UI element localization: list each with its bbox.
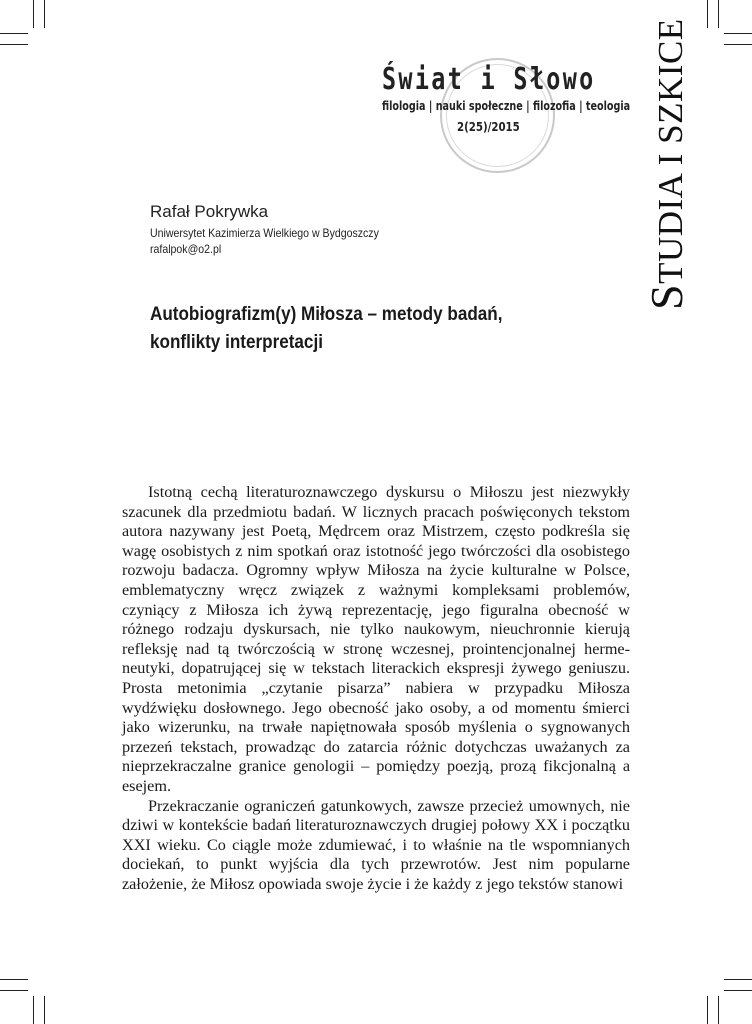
crop-mark [44,996,45,1024]
section-label [640,18,692,320]
crop-mark [724,990,752,991]
article-title-line: konflikty interpretacji [150,332,323,353]
crop-mark [33,996,34,1024]
crop-mark [0,990,28,991]
author-block [150,202,550,256]
journal-logo [380,58,631,178]
crop-mark [0,44,28,45]
author-affiliation: Uniwersytet Kazimierza Wielkiego w Bydgoszczy [150,226,379,240]
crop-mark [718,996,719,1024]
crop-mark [724,33,752,34]
body-paragraph: Przekraczanie ograniczeń gatunkowych, zawsze przecież umownych, nie dziwi w kontekście badań literaturoznawczych drugiej połowy XX i początku XXI wieku. Co ciągle może zdumiewać, i to właśnie na tle wspomnianych dociekań, to punkt wyjścia dla tych przewrotów. Jest nim popularne założenie, że Miłosz opowiada swoje życie i że każdy z jego tekstów stanowi [122,796,630,893]
author-name: Rafał Pokrywka [150,202,269,221]
crop-mark [718,0,719,28]
crop-mark [0,979,28,980]
journal-issue: 2(25)/2015 [457,120,520,134]
crop-mark [724,44,752,45]
journal-subtitle: filologia | nauki społeczne | filozofia | teologia [382,99,631,113]
section-label-text: STUDIA I SZKICE [641,18,692,310]
article-title-line: Autobiografizm(y) Miłosza – metody badań, [150,304,503,325]
crop-mark [33,0,34,28]
article-body [122,483,630,894]
crop-mark [707,0,708,28]
body-paragraph: Istotną cechą literaturoznawczego dyskursu o Miłoszu jest niezwykły szacunek dla przedmiotu badań. W licznych pracach poświęconych tekstom autora nazywany jest Poetą, Mędrcem oraz Mistrzem, często podkreśla się wagę osobistych z nim spotkań oraz istotność jego twórczości dla osobistego rozwoju badacza. Ogromny wpływ Miłosza na życie kulturalne w Polsce, emblematyczny wręcz związek z ważnymi kompleksami problemów, czyniący z Miłosza ich żywą reprezentację, jego figuralna obecność w różnego rodzaju dyskursach, nie tylko naukowym, nieuchronnie kierują refleksję nad tą twórczością w stronę wczesnej, prointencjonalnej hermeneutyki, dopatrującej się w tekstach literackich ekspresji żywego geniuszu. Prosta metonimia „czytanie pisarza” nabiera w przypadku Miłosza wydźwięku dosłownego. Jego obecność jako osoby, a od momentu śmierci jako wizerunku, na trwałe napiętnowała sposób myślenia o sygnowanych przezeń tekstach, prowadząc do zatarcia różnic dotychczas uważanych za nieprzekraczalne granice genologii – pomiędzy poezją, prozą fikcjonalną a esejem. [122,483,630,795]
author-email: rafalpok@o2.pl [150,242,222,256]
crop-mark [724,979,752,980]
journal-name: Świat i Słowo [382,62,596,97]
crop-mark [44,0,45,28]
article-title [150,301,528,357]
crop-mark [707,996,708,1024]
crop-mark [0,33,28,34]
